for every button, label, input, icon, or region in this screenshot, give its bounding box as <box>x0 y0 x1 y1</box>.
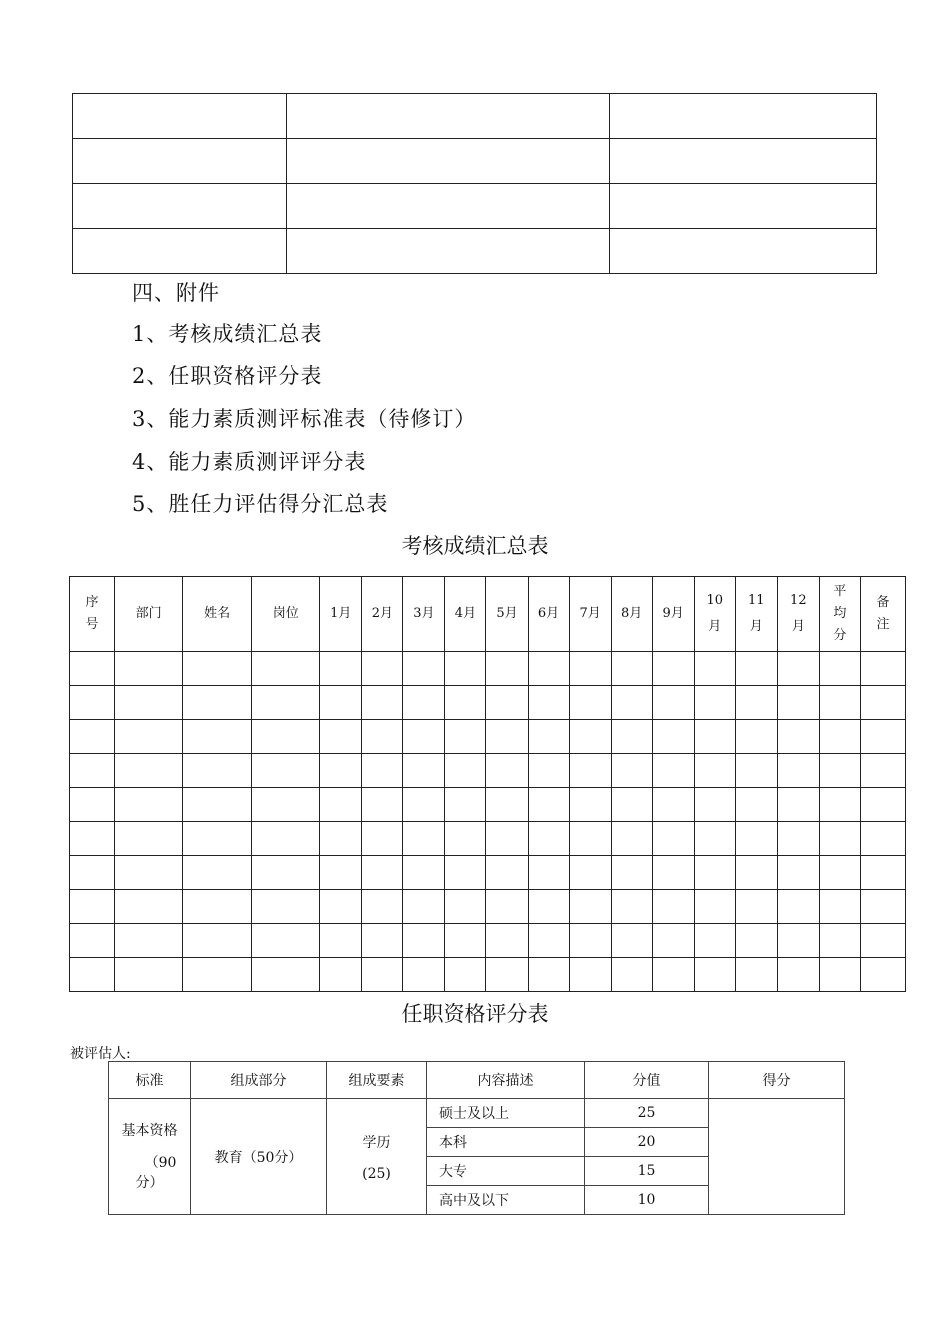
table-cell[interactable] <box>611 822 652 856</box>
table-cell[interactable] <box>115 686 183 720</box>
table-cell[interactable] <box>652 822 694 856</box>
evaluatee-label: 被评估人: <box>70 1046 131 1062</box>
table-cell[interactable] <box>403 890 445 924</box>
table-cell[interactable] <box>486 890 528 924</box>
table-cell[interactable] <box>860 890 905 924</box>
table-cell[interactable] <box>694 652 735 686</box>
table-cell[interactable] <box>860 652 905 686</box>
table-cell[interactable] <box>860 788 905 822</box>
table-cell[interactable] <box>777 822 819 856</box>
table-cell[interactable] <box>362 686 403 720</box>
table-cell[interactable] <box>611 686 652 720</box>
table-cell[interactable] <box>694 856 735 890</box>
attachment-item: 4、能力素质测评评分表 <box>132 450 367 474</box>
table-header-row <box>109 1062 845 1099</box>
column-header: 4月 <box>445 577 486 652</box>
table-cell[interactable] <box>445 652 486 686</box>
component-cell: 教育（50分） <box>191 1099 327 1215</box>
table-cell[interactable] <box>528 856 569 890</box>
table-cell[interactable] <box>735 890 777 924</box>
header-component: 组成部分 <box>191 1062 327 1099</box>
table-cell[interactable] <box>735 822 777 856</box>
value-cell: 15 <box>585 1157 709 1186</box>
table-cell[interactable] <box>486 788 528 822</box>
table-cell[interactable] <box>115 754 183 788</box>
table-cell[interactable] <box>320 720 362 754</box>
table-cell[interactable] <box>183 924 252 958</box>
table-cell[interactable] <box>70 890 115 924</box>
table-cell[interactable] <box>611 754 652 788</box>
table-cell[interactable] <box>819 890 860 924</box>
table-cell[interactable] <box>611 856 652 890</box>
table-cell[interactable] <box>777 856 819 890</box>
table-cell[interactable] <box>735 856 777 890</box>
table-row <box>70 822 906 856</box>
table-cell[interactable] <box>735 924 777 958</box>
table-cell[interactable] <box>486 822 528 856</box>
table-cell[interactable] <box>652 856 694 890</box>
header-standard: 标准 <box>109 1062 191 1099</box>
table-cell[interactable] <box>252 890 320 924</box>
column-header: 7月 <box>569 577 611 652</box>
table-cell[interactable] <box>819 924 860 958</box>
column-header: 岗位 <box>252 577 320 652</box>
table-cell[interactable] <box>569 754 611 788</box>
table-cell[interactable] <box>569 890 611 924</box>
table-cell[interactable] <box>403 856 445 890</box>
summary-table-title: 考核成绩汇总表 <box>401 534 549 558</box>
table-cell[interactable] <box>403 924 445 958</box>
table-cell[interactable] <box>694 958 735 992</box>
table-cell[interactable] <box>569 652 611 686</box>
column-header: 6月 <box>528 577 569 652</box>
table-cell[interactable] <box>652 924 694 958</box>
table-cell[interactable] <box>569 924 611 958</box>
table-cell[interactable] <box>569 686 611 720</box>
table-cell[interactable] <box>252 924 320 958</box>
table-cell[interactable] <box>445 924 486 958</box>
table-row <box>109 1099 845 1128</box>
table-cell[interactable] <box>735 958 777 992</box>
table-cell[interactable] <box>252 754 320 788</box>
table-header-row <box>70 577 906 652</box>
standard-line: （90 <box>144 1154 177 1171</box>
table-cell[interactable] <box>70 856 115 890</box>
table-cell[interactable] <box>694 720 735 754</box>
table-row <box>70 924 906 958</box>
table-cell[interactable] <box>445 754 486 788</box>
table-cell[interactable] <box>528 958 569 992</box>
table-cell[interactable] <box>486 856 528 890</box>
table-cell[interactable] <box>183 958 252 992</box>
table-cell[interactable] <box>486 958 528 992</box>
table-cell[interactable] <box>115 788 183 822</box>
table-cell[interactable] <box>362 652 403 686</box>
table-cell[interactable] <box>486 924 528 958</box>
table-row <box>70 958 906 992</box>
table-cell[interactable] <box>819 754 860 788</box>
table-cell[interactable] <box>735 652 777 686</box>
table-cell[interactable] <box>860 686 905 720</box>
table-cell[interactable] <box>652 958 694 992</box>
column-header: 9月 <box>652 577 694 652</box>
table-cell[interactable] <box>486 720 528 754</box>
table-cell[interactable] <box>528 890 569 924</box>
table-cell[interactable] <box>362 856 403 890</box>
table-cell[interactable] <box>528 720 569 754</box>
table-cell[interactable] <box>569 788 611 822</box>
table-cell[interactable] <box>777 652 819 686</box>
table-cell[interactable] <box>403 720 445 754</box>
table-cell[interactable] <box>445 890 486 924</box>
table-cell[interactable] <box>252 686 320 720</box>
table-cell[interactable] <box>694 686 735 720</box>
table-cell[interactable] <box>694 822 735 856</box>
table-cell[interactable] <box>528 924 569 958</box>
table-cell[interactable] <box>611 652 652 686</box>
table-cell[interactable] <box>860 924 905 958</box>
table-row <box>70 890 906 924</box>
table-cell[interactable] <box>362 924 403 958</box>
table-cell[interactable] <box>486 652 528 686</box>
table-cell[interactable] <box>819 788 860 822</box>
table-cell[interactable] <box>362 822 403 856</box>
table-cell[interactable] <box>486 754 528 788</box>
table-cell[interactable] <box>528 686 569 720</box>
description-cell: 本科 <box>427 1128 585 1157</box>
table-cell[interactable] <box>652 686 694 720</box>
table-cell[interactable] <box>252 856 320 890</box>
table-cell[interactable] <box>819 958 860 992</box>
table-cell[interactable] <box>652 652 694 686</box>
table-row <box>70 652 906 686</box>
table-cell[interactable] <box>115 720 183 754</box>
attachment-item: 5、胜任力评估得分汇总表 <box>132 492 389 516</box>
table-cell[interactable] <box>183 652 252 686</box>
table-cell[interactable] <box>694 924 735 958</box>
table-row <box>70 856 906 890</box>
attachment-item: 2、任职资格评分表 <box>132 364 323 388</box>
table-cell[interactable] <box>569 856 611 890</box>
table-cell[interactable] <box>611 890 652 924</box>
table-cell[interactable] <box>70 924 115 958</box>
element-line: (25) <box>362 1165 391 1182</box>
element-cell <box>327 1099 427 1215</box>
description-cell: 硕士及以上 <box>427 1099 585 1128</box>
table-cell[interactable] <box>819 856 860 890</box>
attachment-item: 3、能力素质测评标准表（待修订） <box>132 407 477 431</box>
table-cell[interactable] <box>115 652 183 686</box>
table-cell[interactable] <box>403 754 445 788</box>
table-cell[interactable] <box>652 890 694 924</box>
section-heading: 四、附件 <box>132 281 220 305</box>
column-header: 11 月 <box>735 577 777 652</box>
table-cell[interactable] <box>183 720 252 754</box>
table-cell[interactable] <box>735 686 777 720</box>
table-cell[interactable] <box>777 890 819 924</box>
table-cell[interactable] <box>860 754 905 788</box>
table-cell[interactable] <box>860 958 905 992</box>
table-cell[interactable] <box>735 788 777 822</box>
table-cell[interactable] <box>611 924 652 958</box>
table-cell[interactable] <box>403 822 445 856</box>
table-cell[interactable] <box>183 788 252 822</box>
table-cell[interactable] <box>252 788 320 822</box>
table-cell[interactable] <box>403 652 445 686</box>
table-cell[interactable] <box>819 822 860 856</box>
column-header: 备 注 <box>860 577 905 652</box>
table-row <box>73 94 877 139</box>
table-cell[interactable] <box>320 754 362 788</box>
table-cell[interactable] <box>528 788 569 822</box>
table-row <box>73 229 877 274</box>
table-cell[interactable] <box>70 958 115 992</box>
table-cell[interactable] <box>115 856 183 890</box>
table-cell[interactable] <box>320 958 362 992</box>
column-header: 平 均 分 <box>819 577 860 652</box>
table-cell[interactable] <box>819 686 860 720</box>
table-cell[interactable] <box>652 720 694 754</box>
table-cell[interactable] <box>528 754 569 788</box>
standard-line: 基本资格 <box>121 1122 178 1139</box>
table-cell[interactable] <box>183 822 252 856</box>
table-cell[interactable] <box>819 720 860 754</box>
table-cell[interactable] <box>528 652 569 686</box>
table-cell[interactable] <box>777 686 819 720</box>
table-cell[interactable] <box>70 720 115 754</box>
table-cell[interactable] <box>694 788 735 822</box>
table-cell[interactable] <box>611 958 652 992</box>
table-cell[interactable] <box>486 686 528 720</box>
column-header: 1月 <box>320 577 362 652</box>
table-cell[interactable] <box>362 788 403 822</box>
table-cell[interactable] <box>777 924 819 958</box>
standard-line: 分） <box>135 1174 164 1191</box>
table-cell[interactable] <box>777 754 819 788</box>
table-cell[interactable] <box>652 788 694 822</box>
table-cell[interactable] <box>70 754 115 788</box>
table-cell[interactable] <box>403 958 445 992</box>
table-cell[interactable] <box>183 856 252 890</box>
value-cell: 20 <box>585 1128 709 1157</box>
table-cell[interactable] <box>70 652 115 686</box>
header-value: 分值 <box>585 1062 709 1099</box>
qual-table-title: 任职资格评分表 <box>401 1002 549 1026</box>
table-cell[interactable] <box>252 822 320 856</box>
table-cell[interactable] <box>252 958 320 992</box>
table-row <box>70 754 906 788</box>
table-cell[interactable] <box>445 958 486 992</box>
table-cell[interactable] <box>860 720 905 754</box>
table-cell[interactable] <box>735 754 777 788</box>
table-cell[interactable] <box>70 788 115 822</box>
table-cell[interactable] <box>320 924 362 958</box>
table-cell[interactable] <box>362 958 403 992</box>
table-cell[interactable] <box>694 754 735 788</box>
table-cell[interactable] <box>70 686 115 720</box>
table-cell[interactable] <box>115 822 183 856</box>
table-cell[interactable] <box>320 856 362 890</box>
table-row <box>70 720 906 754</box>
table-cell[interactable] <box>569 822 611 856</box>
column-header: 2月 <box>362 577 403 652</box>
column-header: 姓名 <box>183 577 252 652</box>
table-cell[interactable] <box>320 652 362 686</box>
table-row <box>73 184 877 229</box>
column-header: 3月 <box>403 577 445 652</box>
table-cell[interactable] <box>70 822 115 856</box>
table-cell[interactable] <box>569 958 611 992</box>
element-line: 学历 <box>362 1134 391 1151</box>
standard-cell <box>109 1099 191 1215</box>
table-cell[interactable] <box>115 890 183 924</box>
table-cell[interactable] <box>445 686 486 720</box>
column-header: 5月 <box>486 577 528 652</box>
table-row <box>70 788 906 822</box>
table-cell[interactable] <box>115 924 183 958</box>
table-cell[interactable] <box>252 652 320 686</box>
table-cell[interactable] <box>777 958 819 992</box>
table-cell[interactable] <box>860 822 905 856</box>
qualification-score-table <box>108 1061 845 1215</box>
value-cell: 10 <box>585 1186 709 1215</box>
header-score: 得分 <box>709 1062 845 1099</box>
table-cell[interactable] <box>115 958 183 992</box>
column-header: 部门 <box>115 577 183 652</box>
table-cell[interactable] <box>860 856 905 890</box>
table-cell[interactable] <box>403 788 445 822</box>
table-cell[interactable] <box>611 788 652 822</box>
table-row <box>73 139 877 184</box>
attachment-item: 1、考核成绩汇总表 <box>132 322 323 346</box>
table-cell[interactable] <box>320 686 362 720</box>
header-description: 内容描述 <box>427 1062 585 1099</box>
table-cell[interactable] <box>445 822 486 856</box>
table-cell[interactable] <box>362 754 403 788</box>
column-header: 8月 <box>611 577 652 652</box>
table-cell[interactable] <box>183 754 252 788</box>
description-cell: 大专 <box>427 1157 585 1186</box>
column-header: 10 月 <box>694 577 735 652</box>
table-cell[interactable] <box>819 652 860 686</box>
header-element: 组成要素 <box>327 1062 427 1099</box>
table-cell[interactable] <box>362 890 403 924</box>
table-cell[interactable] <box>569 720 611 754</box>
score-cell[interactable] <box>709 1099 845 1215</box>
table-row <box>70 686 906 720</box>
table-cell[interactable] <box>183 686 252 720</box>
table-cell[interactable] <box>320 788 362 822</box>
table-cell[interactable] <box>777 720 819 754</box>
table-cell[interactable] <box>445 788 486 822</box>
description-cell: 高中及以下 <box>427 1186 585 1215</box>
value-cell: 25 <box>585 1099 709 1128</box>
table-cell[interactable] <box>694 890 735 924</box>
top-blank-table <box>72 93 877 274</box>
table-cell[interactable] <box>445 720 486 754</box>
table-cell[interactable] <box>320 890 362 924</box>
column-header: 12 月 <box>777 577 819 652</box>
table-cell[interactable] <box>252 720 320 754</box>
table-cell[interactable] <box>362 720 403 754</box>
table-cell[interactable] <box>528 822 569 856</box>
table-cell[interactable] <box>183 890 252 924</box>
table-cell[interactable] <box>735 720 777 754</box>
table-cell[interactable] <box>652 754 694 788</box>
table-cell[interactable] <box>403 686 445 720</box>
column-header: 序 号 <box>70 577 115 652</box>
score-summary-table <box>69 576 906 992</box>
table-cell[interactable] <box>777 788 819 822</box>
table-cell[interactable] <box>445 856 486 890</box>
table-cell[interactable] <box>320 822 362 856</box>
table-cell[interactable] <box>611 720 652 754</box>
